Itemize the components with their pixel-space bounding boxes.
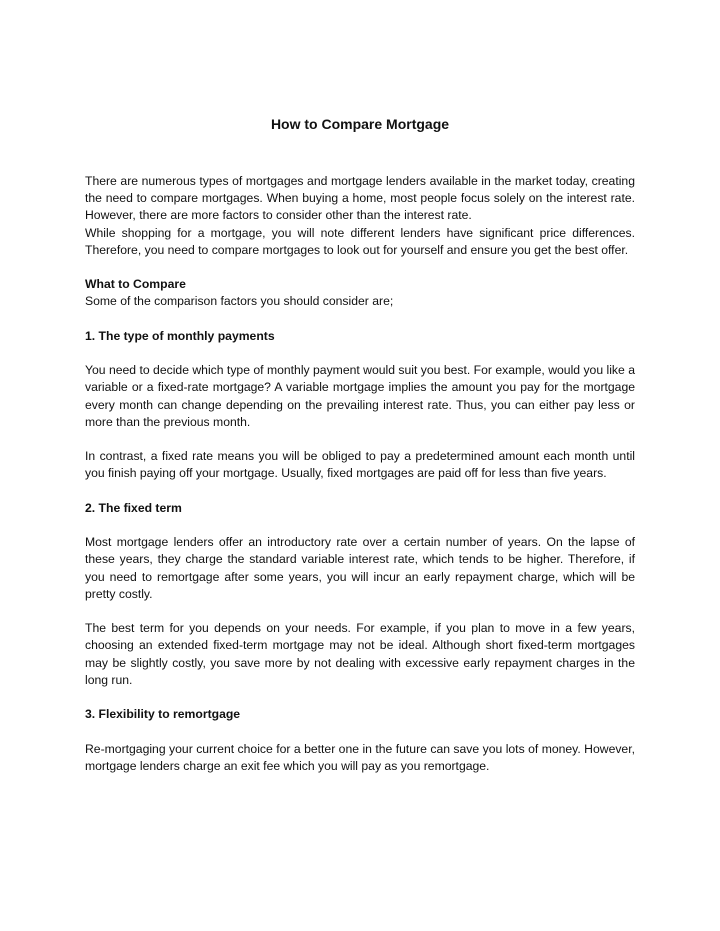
spacer bbox=[85, 517, 635, 534]
what-to-compare-heading: What to Compare bbox=[85, 277, 186, 292]
section-2-paragraph-2: The best term for you depends on your needs. For example, if you plan to move in a few years, choosing an extended fixed-term mortgage may not be ideal. Although short fixed-term mortgages may be slightly costly, you save more by not dealing with excessive early repayment charges in the long run. bbox=[85, 621, 635, 687]
spacer bbox=[85, 259, 635, 276]
document-body bbox=[85, 173, 635, 775]
document-title: How to Compare Mortgage bbox=[270, 116, 450, 132]
section-3-heading: 3. Flexibility to remortgage bbox=[85, 707, 241, 722]
intro-paragraph-1: There are numerous types of mortgages and mortgage lenders available in the market today, creating the need to compare mortgages. When buying a home, most people focus solely on the interest rate. However, there are more factors to consider other than the interest rate. bbox=[85, 174, 635, 223]
section-3-paragraph-1: Re-mortgaging your current choice for a better one in the future can save you lots of money. However, mortgage lenders charge an exit fee which you will pay as you remortgage. bbox=[85, 741, 635, 773]
section-1-paragraph-1: You need to decide which type of monthly payment would suit you best. For example, would you like a variable or a fixed-rate mortgage? A variable mortgage implies the amount you pay for the mortgage every month can change depending on the prevailing interest rate. Thus, you can either pay less or more than the previous month. bbox=[85, 363, 635, 429]
what-to-compare-text: Some of the comparison factors you should consider are; bbox=[85, 294, 394, 309]
spacer bbox=[85, 431, 635, 448]
section-2-paragraph-1: Most mortgage lenders offer an introductory rate over a certain number of years. On the lapse of these years, they charge the standard variable interest rate, which tends to be higher. Therefore, if you need to remortgage after some years, you will incur an early repayment charge, which will be pretty costly. bbox=[85, 535, 635, 601]
spacer bbox=[85, 311, 635, 328]
section-2-heading: 2. The fixed term bbox=[85, 500, 182, 515]
spacer bbox=[85, 345, 635, 362]
spacer bbox=[85, 483, 635, 500]
section-1-paragraph-2: In contrast, a fixed rate means you will be obliged to pay a predetermined amount each month until you finish paying off your mortgage. Usually, fixed mortgages are paid off for less than five years. bbox=[85, 449, 635, 481]
section-1-heading: 1. The type of monthly payments bbox=[85, 328, 275, 343]
spacer bbox=[85, 689, 635, 706]
spacer bbox=[85, 603, 635, 620]
spacer bbox=[85, 723, 635, 740]
intro-paragraph-2: While shopping for a mortgage, you will note different lenders have significant price differences. Therefore, you need to compare mortgages to look out for yourself and ensure you get the best offer. bbox=[85, 225, 635, 257]
